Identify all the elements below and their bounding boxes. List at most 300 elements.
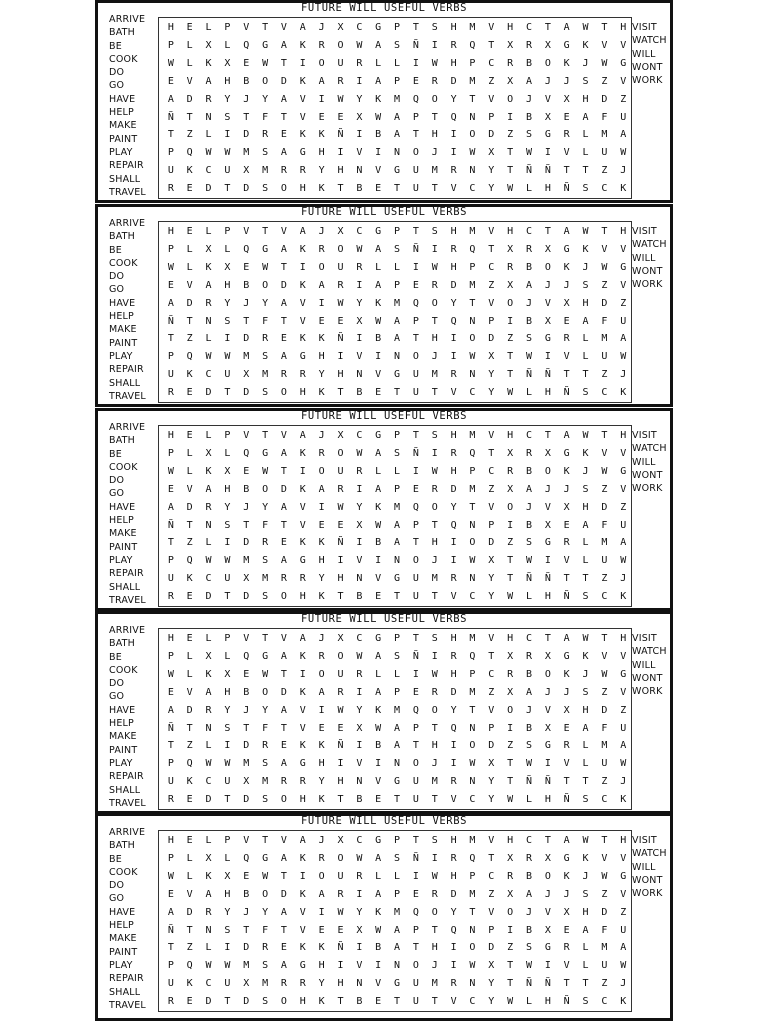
grid-letter: P: [167, 39, 174, 51]
grid-letter: H: [544, 591, 551, 603]
grid-letter: K: [620, 387, 627, 399]
word-item: TRAVEL: [109, 999, 146, 1011]
grid-letter: R: [563, 333, 570, 345]
grid-letter: H: [337, 978, 344, 990]
grid-letter: C: [205, 369, 212, 381]
grid-letter: R: [525, 39, 532, 51]
grid-letter: A: [375, 888, 382, 900]
grid-letter: C: [205, 978, 212, 990]
grid-letter: I: [507, 519, 514, 531]
grid-letter: I: [375, 960, 382, 972]
grid-letter: J: [318, 430, 325, 441]
word-item: BE: [109, 448, 122, 460]
grid-row: [159, 685, 631, 700]
grid-letter: F: [601, 315, 608, 327]
grid-letter: Q: [469, 650, 476, 662]
grid-letter: K: [299, 447, 306, 459]
grid-letter: S: [525, 129, 532, 141]
grid-letter: I: [412, 668, 419, 680]
grid-letter: T: [280, 870, 287, 882]
grid-letter: O: [507, 501, 514, 513]
grid-letter: X: [544, 111, 551, 123]
grid-letter: Z: [186, 333, 193, 345]
grid-letter: F: [262, 722, 269, 734]
grid-letter: S: [582, 483, 589, 495]
grid-letter: H: [337, 369, 344, 381]
grid-letter: R: [205, 906, 212, 918]
grid-letter: K: [375, 93, 382, 105]
grid-letter: W: [224, 758, 231, 770]
grid-letter: J: [544, 279, 551, 291]
grid-letter: Q: [243, 447, 250, 459]
grid-letter: B: [243, 483, 250, 495]
grid-letter: Z: [601, 483, 608, 495]
grid-letter: M: [243, 758, 250, 770]
grid-letter: R: [167, 387, 174, 399]
grid-letter: E: [186, 387, 193, 399]
grid-letter: O: [280, 996, 287, 1008]
grid-letter: V: [544, 906, 551, 918]
grid-letter: A: [280, 704, 287, 716]
grid-letter: J: [582, 57, 589, 69]
grid-letter: J: [563, 686, 570, 698]
grid-letter: Ñ: [563, 996, 570, 1008]
grid-letter: S: [262, 758, 269, 770]
grid-letter: U: [167, 978, 174, 990]
grid-letter: K: [299, 852, 306, 864]
grid-letter: Z: [601, 978, 608, 990]
grid-letter: V: [601, 39, 608, 51]
grid-letter: E: [186, 430, 193, 441]
word-item: SHALL: [109, 173, 141, 185]
grid-letter: H: [299, 387, 306, 399]
grid-letter: S: [394, 243, 401, 255]
grid-letter: D: [243, 537, 250, 549]
word-item: REPAIR: [109, 364, 144, 376]
word-item: PLAY: [109, 554, 133, 566]
grid-letter: S: [224, 722, 231, 734]
grid-letter: P: [394, 226, 401, 237]
grid-letter: R: [431, 686, 438, 698]
grid-letter: Z: [507, 333, 514, 345]
grid-letter: K: [318, 740, 325, 752]
grid-letter: T: [601, 633, 608, 644]
grid-letter: G: [375, 430, 382, 441]
grid-letter: I: [450, 129, 457, 141]
word-item: WILL: [632, 456, 656, 468]
grid-letter: H: [582, 906, 589, 918]
grid-letter: C: [356, 22, 363, 33]
puzzle-title: FUTURE WILL USEFUL VERBS: [300, 613, 468, 625]
grid-letter: W: [375, 519, 382, 531]
grid-letter: O: [337, 447, 344, 459]
grid-letter: Q: [243, 650, 250, 662]
grid-letter: Y: [488, 165, 495, 177]
grid-letter: D: [280, 75, 287, 87]
grid-letter: W: [262, 465, 269, 477]
grid-letter: C: [469, 591, 476, 603]
grid-letter: A: [582, 519, 589, 531]
grid-letter: P: [167, 147, 174, 159]
word-item: COOK: [109, 461, 138, 473]
grid-letter: Z: [601, 888, 608, 900]
grid-letter: M: [262, 573, 269, 585]
puzzle-title: FUTURE WILL USEFUL VERBS: [300, 2, 468, 14]
grid-letter: W: [356, 39, 363, 51]
grid-letter: K: [318, 996, 325, 1008]
grid-letter: L: [224, 39, 231, 51]
grid-letter: Ñ: [167, 924, 174, 936]
grid-letter: L: [205, 942, 212, 954]
grid-letter: P: [469, 668, 476, 680]
grid-letter: S: [582, 279, 589, 291]
grid-letter: W: [601, 465, 608, 477]
grid-letter: K: [299, 686, 306, 698]
grid-letter: J: [431, 960, 438, 972]
word-list-left: [109, 13, 146, 199]
grid-letter: N: [394, 555, 401, 567]
grid-letter: B: [525, 111, 532, 123]
grid-letter: R: [299, 776, 306, 788]
grid-letter: M: [469, 633, 476, 644]
grid-letter: D: [601, 704, 608, 716]
letter-grid: [158, 221, 632, 403]
grid-letter: T: [243, 111, 250, 123]
grid-letter: C: [601, 591, 608, 603]
grid-letter: T: [243, 722, 250, 734]
grid-letter: E: [280, 537, 287, 549]
grid-letter: K: [299, 39, 306, 51]
grid-letter: M: [469, 226, 476, 237]
word-list-right: [632, 429, 667, 495]
grid-row: [159, 851, 631, 866]
grid-letter: G: [620, 57, 627, 69]
grid-letter: L: [394, 668, 401, 680]
grid-letter: A: [167, 906, 174, 918]
grid-letter: A: [167, 501, 174, 513]
grid-letter: F: [601, 519, 608, 531]
grid-letter: J: [582, 465, 589, 477]
grid-letter: R: [318, 852, 325, 864]
grid-letter: A: [394, 519, 401, 531]
grid-letter: A: [525, 75, 532, 87]
grid-letter: E: [337, 315, 344, 327]
grid-letter: S: [262, 555, 269, 567]
grid-letter: R: [280, 165, 287, 177]
grid-letter: A: [205, 75, 212, 87]
word-search-panel: [95, 204, 673, 407]
grid-letter: F: [262, 315, 269, 327]
grid-letter: I: [375, 147, 382, 159]
grid-row: [159, 923, 631, 938]
grid-letter: J: [620, 165, 627, 177]
word-item: BATH: [109, 27, 136, 39]
grid-letter: B: [525, 261, 532, 273]
word-item: ARRIVE: [109, 14, 146, 25]
grid-letter: P: [412, 722, 419, 734]
grid-letter: C: [601, 387, 608, 399]
grid-letter: A: [525, 888, 532, 900]
grid-letter: H: [544, 794, 551, 806]
grid-letter: T: [167, 333, 174, 345]
grid-letter: X: [205, 447, 212, 459]
word-item: TRAVEL: [109, 186, 146, 198]
grid-letter: W: [620, 351, 627, 363]
grid-letter: C: [525, 22, 532, 33]
grid-letter: T: [262, 430, 269, 441]
grid-letter: J: [243, 297, 250, 309]
grid-letter: D: [205, 591, 212, 603]
grid-letter: P: [167, 555, 174, 567]
grid-letter: G: [262, 650, 269, 662]
grid-letter: D: [243, 591, 250, 603]
grid-letter: Q: [469, 39, 476, 51]
grid-letter: F: [601, 111, 608, 123]
grid-letter: N: [469, 722, 476, 734]
grid-letter: A: [375, 483, 382, 495]
grid-letter: Q: [243, 852, 250, 864]
grid-letter: E: [563, 924, 570, 936]
word-item: TRAVEL: [109, 797, 146, 809]
grid-letter: T: [280, 261, 287, 273]
grid-row: [159, 553, 631, 568]
grid-letter: J: [525, 297, 532, 309]
word-item: REPAIR: [109, 568, 144, 580]
grid-letter: N: [356, 573, 363, 585]
letter-grid: [158, 425, 632, 607]
grid-letter: R: [356, 261, 363, 273]
grid-letter: H: [544, 387, 551, 399]
grid-letter: E: [318, 315, 325, 327]
grid-row: [159, 589, 631, 604]
grid-letter: D: [280, 483, 287, 495]
grid-letter: U: [224, 573, 231, 585]
grid-letter: V: [299, 111, 306, 123]
grid-letter: O: [412, 960, 419, 972]
grid-letter: V: [620, 279, 627, 291]
grid-letter: R: [318, 39, 325, 51]
grid-letter: P: [412, 519, 419, 531]
grid-letter: A: [205, 888, 212, 900]
grid-letter: C: [356, 633, 363, 644]
grid-letter: M: [262, 978, 269, 990]
grid-letter: K: [299, 279, 306, 291]
grid-letter: A: [299, 835, 306, 846]
grid-letter: T: [186, 924, 193, 936]
grid-letter: Ñ: [337, 740, 344, 752]
grid-letter: V: [620, 243, 627, 255]
grid-letter: G: [262, 243, 269, 255]
grid-letter: W: [205, 351, 212, 363]
grid-letter: K: [205, 57, 212, 69]
grid-letter: O: [544, 57, 551, 69]
grid-letter: K: [563, 261, 570, 273]
grid-letter: Z: [507, 129, 514, 141]
grid-letter: G: [544, 942, 551, 954]
grid-letter: P: [412, 111, 419, 123]
grid-letter: T: [412, 942, 419, 954]
word-item: VISIT: [632, 430, 657, 441]
grid-letter: X: [205, 39, 212, 51]
grid-letter: H: [620, 22, 627, 33]
grid-letter: X: [544, 650, 551, 662]
grid-letter: H: [167, 226, 174, 237]
word-item: WORK: [632, 279, 663, 291]
grid-letter: B: [525, 315, 532, 327]
grid-letter: T: [582, 776, 589, 788]
grid-letter: I: [356, 483, 363, 495]
word-item: SHALL: [109, 377, 141, 389]
grid-letter: O: [431, 297, 438, 309]
grid-letter: X: [224, 668, 231, 680]
grid-letter: U: [412, 387, 419, 399]
grid-letter: G: [394, 573, 401, 585]
grid-letter: Y: [356, 704, 363, 716]
grid-row: [159, 127, 631, 142]
grid-letter: O: [337, 650, 344, 662]
grid-letter: X: [224, 870, 231, 882]
word-item: WATCH: [632, 443, 667, 455]
grid-letter: X: [488, 758, 495, 770]
grid-letter: W: [601, 668, 608, 680]
grid-letter: L: [186, 57, 193, 69]
grid-letter: R: [262, 740, 269, 752]
grid-letter: I: [507, 924, 514, 936]
grid-letter: Y: [356, 501, 363, 513]
grid-letter: S: [262, 794, 269, 806]
grid-letter: P: [224, 22, 231, 33]
grid-letter: I: [337, 758, 344, 770]
grid-letter: T: [544, 430, 551, 441]
grid-letter: O: [318, 668, 325, 680]
grid-letter: C: [525, 226, 532, 237]
grid-letter: A: [280, 852, 287, 864]
grid-letter: Q: [412, 704, 419, 716]
grid-letter: Z: [507, 537, 514, 549]
grid-letter: C: [356, 430, 363, 441]
grid-letter: Y: [488, 387, 495, 399]
grid-letter: B: [375, 333, 382, 345]
grid-letter: M: [431, 369, 438, 381]
grid-letter: A: [563, 226, 570, 237]
grid-letter: E: [412, 279, 419, 291]
grid-letter: W: [620, 555, 627, 567]
grid-letter: K: [299, 888, 306, 900]
grid-letter: S: [431, 835, 438, 846]
grid-letter: N: [469, 924, 476, 936]
grid-letter: C: [601, 996, 608, 1008]
grid-letter: A: [394, 537, 401, 549]
grid-letter: H: [450, 22, 457, 33]
grid-letter: K: [582, 650, 589, 662]
grid-letter: Ñ: [167, 519, 174, 531]
grid-letter: A: [375, 686, 382, 698]
grid-letter: S: [431, 633, 438, 644]
grid-letter: S: [431, 226, 438, 237]
grid-letter: R: [318, 447, 325, 459]
grid-letter: A: [375, 243, 382, 255]
grid-letter: W: [469, 351, 476, 363]
word-item: DO: [109, 271, 125, 283]
grid-letter: G: [563, 852, 570, 864]
grid-letter: L: [205, 430, 212, 441]
grid-letter: K: [318, 387, 325, 399]
grid-letter: G: [620, 668, 627, 680]
grid-letter: T: [431, 387, 438, 399]
grid-letter: S: [262, 387, 269, 399]
grid-letter: A: [299, 633, 306, 644]
grid-letter: H: [620, 430, 627, 441]
grid-letter: O: [469, 129, 476, 141]
grid-letter: O: [544, 261, 551, 273]
grid-letter: H: [450, 633, 457, 644]
grid-row: [159, 905, 631, 920]
grid-letter: A: [280, 297, 287, 309]
grid-letter: L: [186, 39, 193, 51]
grid-row: [159, 464, 631, 479]
grid-letter: Ñ: [412, 39, 419, 51]
grid-letter: T: [262, 835, 269, 846]
grid-letter: A: [318, 75, 325, 87]
grid-letter: W: [262, 870, 269, 882]
grid-letter: A: [582, 924, 589, 936]
grid-letter: W: [431, 57, 438, 69]
grid-letter: S: [394, 852, 401, 864]
grid-letter: T: [469, 297, 476, 309]
grid-letter: Q: [243, 39, 250, 51]
grid-letter: T: [337, 183, 344, 195]
grid-letter: Ñ: [544, 369, 551, 381]
grid-letter: R: [356, 870, 363, 882]
grid-letter: P: [412, 924, 419, 936]
word-search-panel: [95, 813, 673, 1021]
grid-letter: X: [356, 519, 363, 531]
grid-letter: Ñ: [525, 776, 532, 788]
grid-letter: C: [488, 668, 495, 680]
grid-letter: I: [450, 537, 457, 549]
grid-letter: I: [507, 722, 514, 734]
grid-letter: C: [356, 835, 363, 846]
grid-letter: K: [299, 740, 306, 752]
grid-letter: O: [507, 93, 514, 105]
grid-letter: T: [412, 740, 419, 752]
grid-letter: X: [356, 722, 363, 734]
grid-letter: R: [525, 852, 532, 864]
grid-letter: Ñ: [544, 573, 551, 585]
grid-letter: K: [563, 870, 570, 882]
grid-letter: Ñ: [525, 978, 532, 990]
grid-letter: Y: [318, 165, 325, 177]
grid-letter: V: [620, 852, 627, 864]
grid-letter: Ñ: [525, 573, 532, 585]
word-item: MAKE: [109, 528, 137, 540]
grid-letter: Ñ: [544, 776, 551, 788]
grid-letter: M: [469, 22, 476, 33]
grid-letter: I: [299, 57, 306, 69]
grid-letter: V: [375, 573, 382, 585]
grid-letter: R: [280, 369, 287, 381]
grid-letter: R: [525, 447, 532, 459]
grid-letter: Z: [507, 942, 514, 954]
grid-letter: N: [469, 519, 476, 531]
grid-letter: O: [431, 906, 438, 918]
grid-letter: W: [507, 591, 514, 603]
grid-letter: G: [620, 870, 627, 882]
grid-letter: N: [469, 315, 476, 327]
grid-letter: A: [375, 39, 382, 51]
grid-letter: K: [299, 483, 306, 495]
grid-letter: K: [375, 501, 382, 513]
